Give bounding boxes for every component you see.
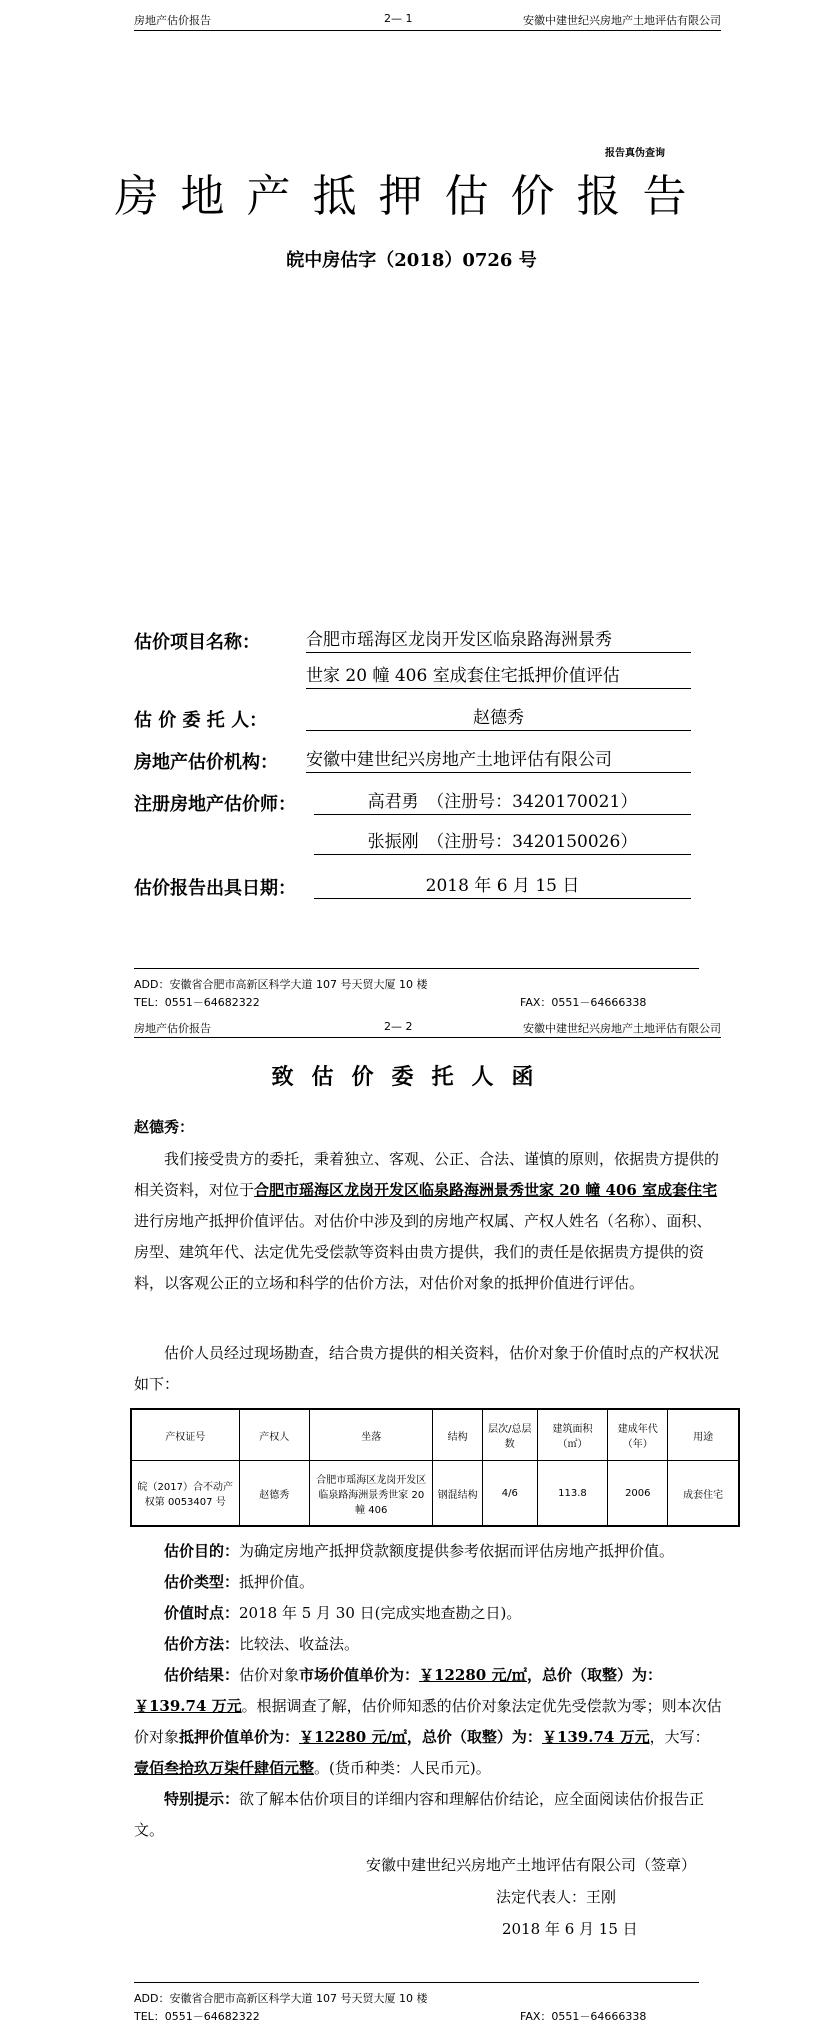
signature-representative: 法定代表人：王刚 xyxy=(496,1888,617,1906)
amount-in-words: 壹佰叁拾玖万柒仟肆佰元整 xyxy=(134,1759,315,1777)
report-title: 房地产抵押估价报告 xyxy=(114,171,709,222)
market-unit-label: 市场价值单价为： xyxy=(299,1666,420,1684)
purpose-text: 为确定房地产抵押贷款额度提供参考依据而评估房地产抵押价值。 xyxy=(239,1542,675,1560)
cell-area: 113.8 xyxy=(537,1461,608,1527)
header-company: 安徽中建世纪兴房地产土地评估有限公司 xyxy=(523,14,721,27)
header-left: 房地产估价报告 xyxy=(134,1022,211,1035)
footer-tel: TEL：0551－64682322 xyxy=(134,2010,260,2023)
cell-structure: 钢混结构 xyxy=(433,1461,483,1527)
cell-owner: 赵德秀 xyxy=(239,1461,310,1527)
appraiser-label: 注册房地产估价师： xyxy=(134,794,296,815)
method-label: 估价方法： xyxy=(164,1635,240,1653)
time-label: 价值时点： xyxy=(164,1604,240,1622)
result-text-4: 。(货币种类：人民币元)。 xyxy=(314,1759,491,1777)
table-header-row xyxy=(131,1409,739,1461)
table-row xyxy=(131,1461,739,1527)
signature-date: 2018 年 6 月 15 日 xyxy=(502,1920,638,1938)
project-value-line1: 合肥市瑶海区龙岗开发区临泉路海洲景秀 xyxy=(306,628,691,653)
cell-usage: 成套住宅 xyxy=(668,1461,739,1527)
footer-fax: FAX：0551－64666338 xyxy=(520,2010,647,2023)
date-value: 2018 年 6 月 15 日 xyxy=(314,874,691,899)
result-paragraph xyxy=(134,1660,724,1784)
market-unit-price: ￥12280 元/㎡ xyxy=(419,1666,527,1684)
mortgage-total-price: ￥139.74 万元 xyxy=(541,1728,650,1746)
cell-location: 合肥市瑶海区龙岗开发区临泉路海洲景秀世家 20 幢 406 xyxy=(310,1461,433,1527)
result-text-3: ，大写： xyxy=(649,1728,710,1746)
para1-text-b: 进行房地产抵押价值评估。对估价中涉及到的房地产权属、产权人姓名（名称）、面积、房型、建筑年代、法定优先受偿款等资料由贵方提供，我们的责任是依据贵方提供的资料，以客观公正的立场和科学的估价方法，对估价对象的抵押价值进行评估。 xyxy=(134,1212,712,1292)
type-text: 抵押价值。 xyxy=(239,1573,315,1591)
page-header xyxy=(134,1020,721,1038)
footer-fax: FAX：0551－64666338 xyxy=(520,996,647,1009)
mortgage-unit-price: ￥12280 元/㎡ xyxy=(299,1728,407,1746)
date-label: 估价报告出具日期： xyxy=(134,878,296,899)
purpose-label: 估价目的： xyxy=(164,1542,240,1560)
header-rule xyxy=(134,1037,721,1038)
mortgage-total-label: ，总价（取整）为： xyxy=(406,1728,542,1746)
note-text: 欲了解本估价项目的详细内容和理解估价结论，应全面阅读估价报告正文。 xyxy=(134,1790,705,1839)
agency-value: 安徽中建世纪兴房地产土地评估有限公司 xyxy=(306,748,691,773)
col-location: 坐落 xyxy=(310,1409,433,1461)
header-page-number: 2— 1 xyxy=(384,12,413,25)
result-text-1: 估价对象 xyxy=(239,1666,300,1684)
footer-address: ADD：安徽省合肥市高新区科学大道 107 号天贸大厦 10 楼 xyxy=(134,1992,428,2005)
verify-link[interactable]: 报告真伪查询 xyxy=(605,148,665,159)
method-text: 比较法、收益法。 xyxy=(239,1635,360,1653)
market-total-price: ￥139.74 万元 xyxy=(134,1697,242,1715)
letter-page xyxy=(0,1020,823,2040)
time-text: 2018 年 5 月 30 日(完成实地查勘之日)。 xyxy=(239,1604,522,1622)
header-left: 房地产估价报告 xyxy=(134,14,211,27)
col-area: 建筑面积（㎡） xyxy=(537,1409,608,1461)
header-rule xyxy=(134,30,721,31)
footer-address: ADD：安徽省合肥市高新区科学大道 107 号天贸大厦 10 楼 xyxy=(134,978,428,991)
col-owner: 产权人 xyxy=(239,1409,310,1461)
col-floor: 层次/总层数 xyxy=(482,1409,537,1461)
salutation: 赵德秀： xyxy=(134,1118,195,1136)
footer-tel: TEL：0551－64682322 xyxy=(134,996,260,1009)
footer-rule xyxy=(134,1982,699,1983)
appraiser-2: 张振刚 （注册号：3420150026） xyxy=(314,830,691,855)
client-value: 赵德秀 xyxy=(306,706,691,731)
purpose-line xyxy=(134,1536,724,1567)
cell-year: 2006 xyxy=(608,1461,668,1527)
header-page-number: 2— 2 xyxy=(384,1020,413,1033)
result-text-2: 。根据调查了解，估价师知悉的估价对象法定优先受偿款为零；则本次估价对象 xyxy=(134,1697,722,1746)
paragraph-1 xyxy=(134,1144,724,1299)
project-value-line2: 世家 20 幢 406 室成套住宅抵押价值评估 xyxy=(306,664,691,689)
note-paragraph xyxy=(134,1784,724,1846)
para1-text-a: 我们接受贵方的委托，秉着独立、客观、公正、合法、谨慎的原则，依据贵方提供的相关资料，对位于 xyxy=(134,1150,720,1199)
note-label: 特别提示： xyxy=(164,1790,240,1808)
client-label: 估 价 委 托 人： xyxy=(134,710,268,731)
col-usage: 用途 xyxy=(668,1409,739,1461)
method-line xyxy=(134,1629,724,1660)
letter-title: 致估价委托人函 xyxy=(271,1064,552,1090)
col-year: 建成年代（年） xyxy=(608,1409,668,1461)
result-label: 估价结果： xyxy=(164,1666,240,1684)
appraiser-1: 高君勇 （注册号：3420170021） xyxy=(314,790,691,815)
signature-company: 安徽中建世纪兴房地产土地评估有限公司（签章） xyxy=(366,1856,697,1874)
cell-floor: 4/6 xyxy=(482,1461,537,1527)
property-table xyxy=(130,1408,740,1527)
col-cert-no: 产权证号 xyxy=(131,1409,239,1461)
document-number: 皖中房估字（2018）0726 号 xyxy=(286,250,537,271)
project-label: 估价项目名称： xyxy=(134,632,260,653)
type-label: 估价类型： xyxy=(164,1573,240,1591)
mortgage-unit-label: 抵押价值单价为： xyxy=(179,1728,300,1746)
page-header xyxy=(134,12,721,30)
agency-label: 房地产估价机构： xyxy=(134,752,278,773)
cell-cert-no: 皖（2017）合不动产权第 0053407 号 xyxy=(131,1461,239,1527)
type-line xyxy=(134,1567,724,1598)
paragraph-2: 估价人员经过现场勘查，结合贵方提供的相关资料，估价对象于价值时点的产权状况如下： xyxy=(134,1344,720,1393)
time-line xyxy=(134,1598,724,1629)
header-company: 安徽中建世纪兴房地产土地评估有限公司 xyxy=(523,1022,721,1035)
property-address: 合肥市瑶海区龙岗开发区临泉路海洲景秀世家 20 幢 406 室成套住宅 xyxy=(254,1181,718,1199)
market-total-label: ，总价（取整）为： xyxy=(526,1666,662,1684)
footer-rule xyxy=(134,968,699,969)
col-structure: 结构 xyxy=(433,1409,483,1461)
